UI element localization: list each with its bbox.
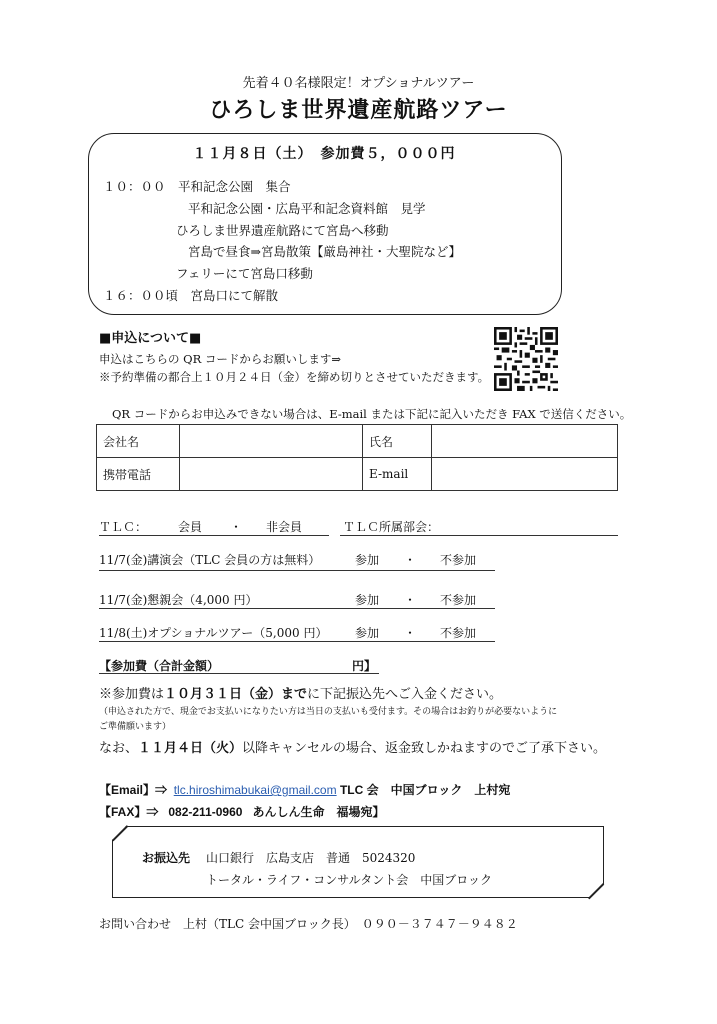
mobile-input[interactable] [180,458,363,491]
cancel-date: １１月４日（火） [138,741,243,756]
non-member-option[interactable]: 非会員 [266,520,303,534]
attend-option[interactable]: 参加 [355,593,380,607]
table-row [97,458,618,491]
fee-total-label: 【参加費（合計金額） [99,659,220,673]
payment-deadline-date: １０月３１日（金）まで [164,687,308,702]
application-form-table [96,424,618,491]
email-recipient: TLC 会 中国ブロック 上村宛 [339,783,511,797]
fee-total-unit: 円】 [352,659,377,673]
name-label: 氏名 [363,425,432,458]
inquiry-contact: お問い合わせ 上村（TLC 会中国ブロック長） ０９０－３７４７－９４８２ [99,917,518,931]
contact-fax [99,803,384,820]
email-input[interactable] [432,458,618,491]
department-label: ＴＬＣ所属部会： [343,520,440,534]
event-underline [99,608,495,609]
contact-email [99,781,510,798]
department-underline [340,535,618,536]
table-row [97,425,618,458]
company-input[interactable] [180,425,363,458]
fax-instruction: QR コードからお申込みできない場合は、E-mail または下記に記入いただき FAX で送信ください。 [112,407,632,421]
page-title: ひろしま世界遺産航路ツアー [209,97,508,123]
separator-dot: ・ [404,553,417,567]
name-input[interactable] [432,425,618,458]
schedule-line: 宮島で昼食⇒宮島散策【厳島神社・大聖院など】 [188,244,461,259]
attend-option[interactable]: 参加 [355,553,380,567]
cancel-policy: なお、１１月４日（火）以降キャンセルの場合、返金致しかねますのでご了承下さい。 [99,741,607,756]
company-label: 会社名 [97,425,180,458]
schedule-line: 平和記念公園・広島平和記念資料館 見学 [188,201,426,216]
email-link[interactable]: tlc.hiroshimabukai@gmail.com [173,783,337,797]
absent-option[interactable]: 不参加 [440,553,477,567]
fax-label: 【FAX】⇒ [99,805,159,819]
tour-subtitle: 先着４０名様限定！オプショナルツアー [242,76,475,91]
schedule-line: フェリーにて宮島口移動 [176,266,313,281]
separator-dot: ・ [230,520,243,534]
email-label: 【Email】⇒ [99,783,168,797]
event-name: 11/8(土)オプショナルツアー（5,000 円） [99,626,328,640]
separator-dot: ・ [404,593,417,607]
event-underline [99,570,495,571]
fax-recipient: あんしん生命 福場宛】 [252,805,385,819]
schedule-line: １０：００ 平和記念公園 集合 [103,179,291,194]
bank-details: 山口銀行 広島支店 普通 5024320 [206,851,416,865]
attend-option[interactable]: 参加 [355,626,380,640]
cash-note: （申込された方で、現金でお支払いになりたい方は当日の支払いも受付ます。その場合はお釣りが必要ないように [99,707,558,717]
bank-label: お振込先 [142,851,191,865]
cash-note-cont: ご準備願います） [99,722,172,732]
bank-account-name: トータル・ライフ・コンサルタント会 中国ブロック [206,873,492,887]
schedule-line: ひろしま世界遺産航路にて宮島へ移動 [176,223,389,238]
mobile-label: 携帯電話 [97,458,180,491]
payment-deadline: ※参加費は１０月３１日（金）までに下記振込先へご入金ください。 [99,687,503,702]
application-section-title: ■申込について■ [99,331,202,346]
schedule-line: １６：００頃 宮島口にて解散 [103,288,279,303]
fee-total-underline[interactable] [99,673,379,674]
fax-number: 082-211-0960 [168,805,243,819]
member-option[interactable]: 会員 [178,520,203,534]
email-label: E-mail [363,458,432,491]
absent-option[interactable]: 不参加 [440,593,477,607]
event-name: 11/7(金)懇親会（4,000 円） [99,593,258,607]
event-underline [99,641,495,642]
tlc-label: ＴＬＣ： [99,520,148,534]
absent-option[interactable]: 不参加 [440,626,477,640]
deadline-note: ※予約準備の都合上１０月２４日（金）を締め切りとさせていただきます。 [99,370,490,384]
qr-code-icon[interactable] [494,327,558,391]
event-name: 11/7(金)講演会（TLC 会員の方は無料） [99,553,321,567]
membership-underline [99,535,329,536]
separator-dot: ・ [404,626,417,640]
qr-instruction: 申込はこちらの QR コードからお願いします⇒ [99,352,342,366]
schedule-date-fee: １１月８日（土） 参加費５，０００円 [192,146,456,162]
